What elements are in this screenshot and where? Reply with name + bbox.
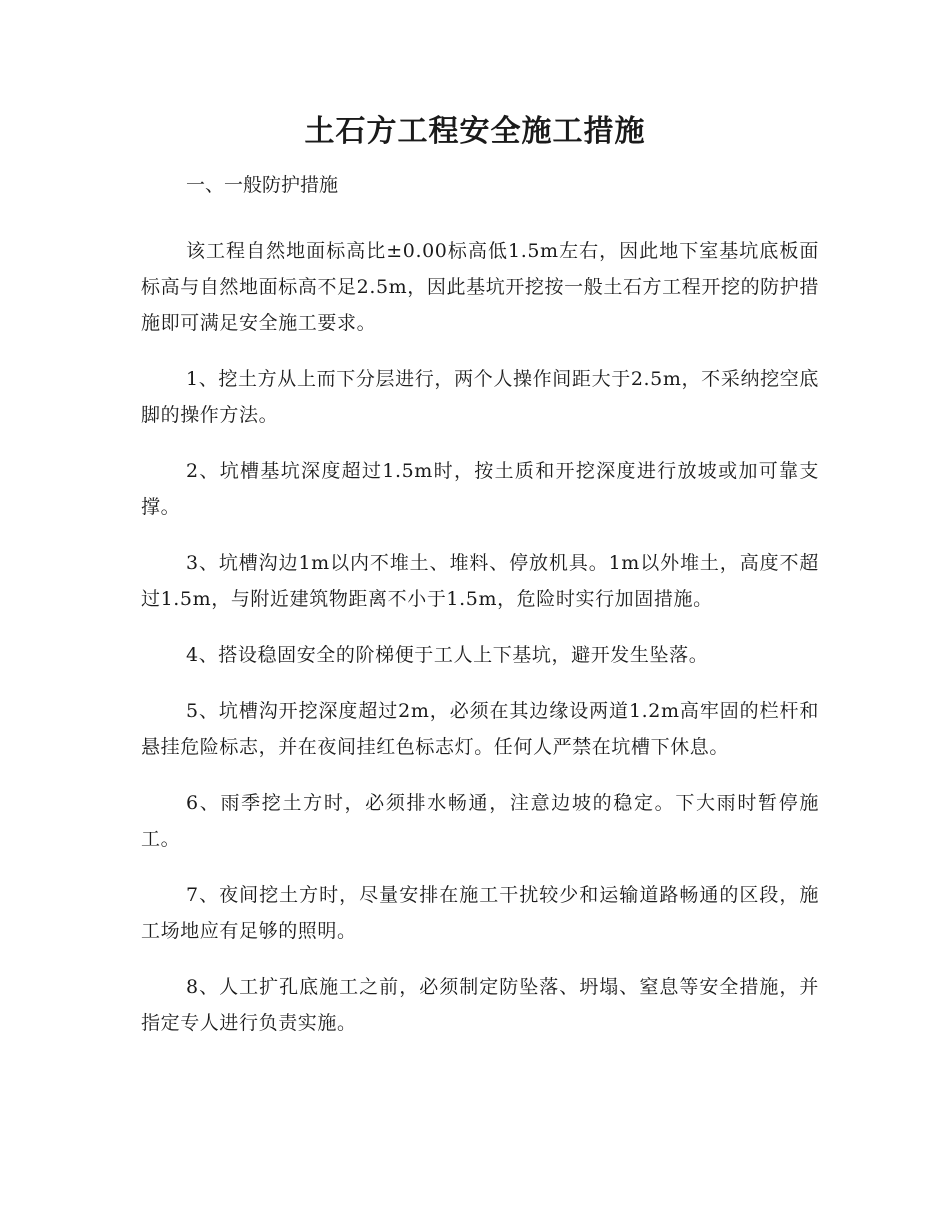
measure-item-2: 2、坑槽基坑深度超过1.5m时，按土质和开挖深度进行放坡或加可靠支撑。 [141,460,819,518]
measure-item-7: 7、夜间挖土方时，尽量安排在施工干扰较少和运输道路畅通的区段，施工场地应有足够的照明。 [141,884,819,942]
section-heading: 一、一般防护措施 [186,174,339,196]
measure-item-1: 1、挖土方从上而下分层进行，两个人操作间距大于2.5m，不采纳挖空底脚的操作方法。 [141,368,819,426]
measure-item-5: 5、坑槽沟开挖深度超过2m，必须在其边缘设两道1.2m高牢固的栏杆和悬挂危险标志，并在夜间挂红色标志灯。任何人严禁在坑槽下休息。 [141,700,819,758]
measure-item-8: 8、人工扩孔底施工之前，必须制定防坠落、坍塌、窒息等安全措施，并指定专人进行负责实施。 [141,976,819,1034]
measure-item-6: 6、雨季挖土方时，必须排水畅通，注意边坡的稳定。下大雨时暂停施工。 [141,792,819,850]
intro-paragraph: 该工程自然地面标高比±0.00标高低1.5m左右，因此地下室基坑底板面标高与自然地面标高不足2.5m，因此基坑开挖按一般土石方工程开挖的防护措施即可满足安全施工要求。 [141,240,819,334]
measure-item-4: 4、搭设稳固安全的阶梯便于工人上下基坑，避开发生坠落。 [186,644,709,666]
document-body [141,170,819,1041]
measure-item-3: 3、坑槽沟边1m以内不堆土、堆料、停放机具。1m以外堆土，高度不超过1.5m，与附近建筑物距离不小于1.5m，危险时实行加固措施。 [141,552,819,610]
document-title: 土石方工程安全施工措施 [304,114,646,149]
